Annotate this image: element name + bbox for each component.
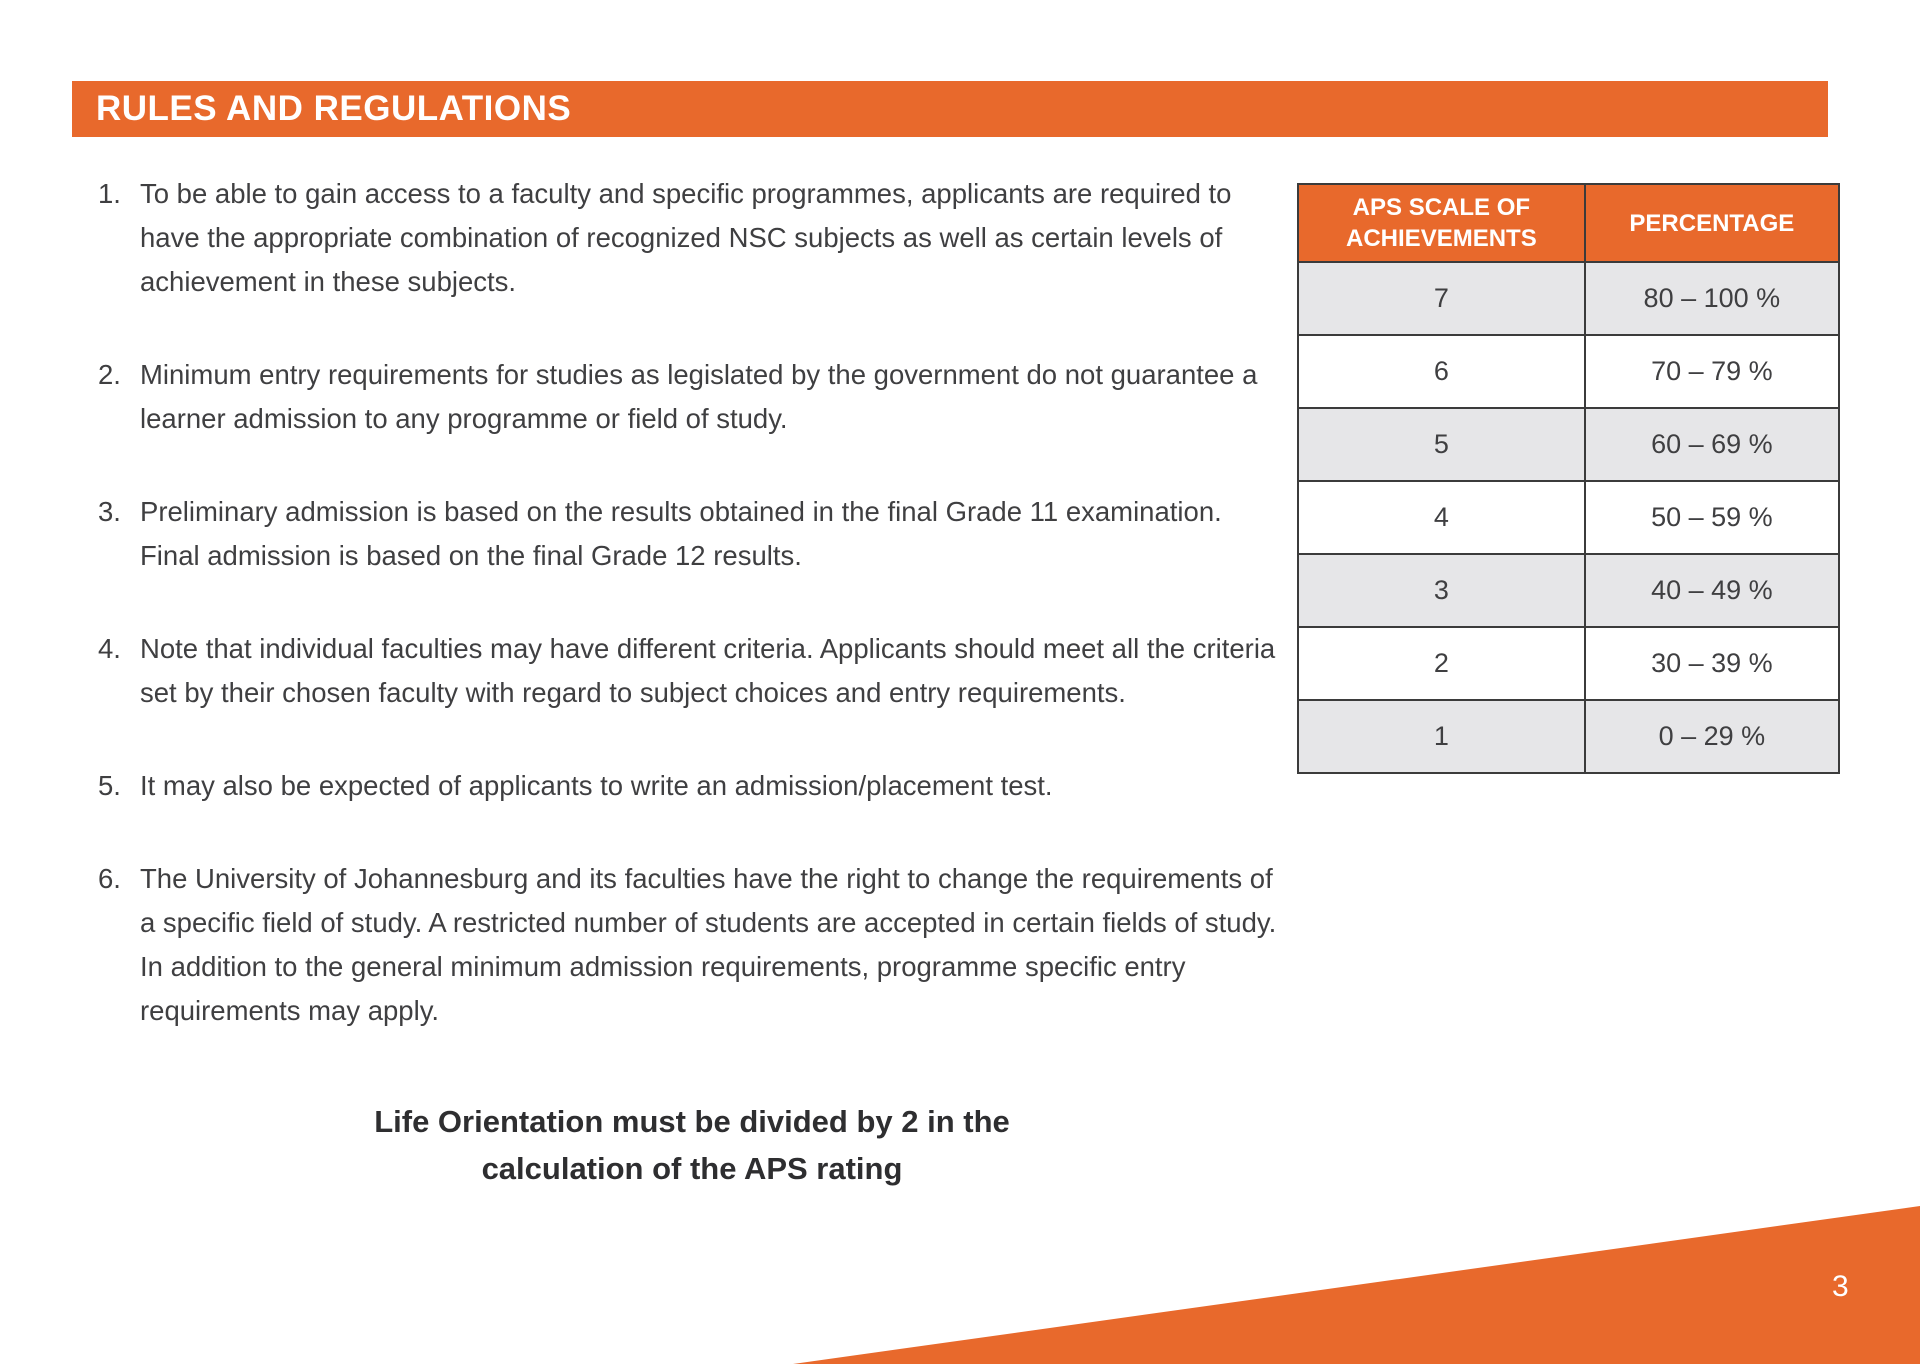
column-header-percentage: PERCENTAGE bbox=[1585, 184, 1839, 262]
table-row bbox=[1298, 262, 1839, 335]
percentage-value: 30 – 39 % bbox=[1585, 627, 1839, 700]
list-item-text: Minimum entry requirements for studies as legislated by the government do not guarantee a learner admission to any programme or field of study. bbox=[140, 359, 1258, 434]
list-item bbox=[98, 353, 1288, 441]
list-item-text: To be able to gain access to a faculty and specific programmes, applicants are required to have the appropriate combination of recognized NSC subjects as well as certain levels of achievement in these subjects. bbox=[140, 178, 1232, 297]
percentage-value: 60 – 69 % bbox=[1585, 408, 1839, 481]
aps-scale-value: 7 bbox=[1298, 262, 1585, 335]
list-item-number: 5. bbox=[98, 770, 121, 801]
list-item-number: 1. bbox=[98, 178, 121, 209]
percentage-value: 70 – 79 % bbox=[1585, 335, 1839, 408]
list-item-number: 2. bbox=[98, 359, 121, 390]
list-item-text: Preliminary admission is based on the results obtained in the final Grade 11 examination. Final admission is based on the final Grade 12 results. bbox=[140, 496, 1222, 571]
table-row bbox=[1298, 700, 1839, 773]
percentage-value: 80 – 100 % bbox=[1585, 262, 1839, 335]
page-number: 3 bbox=[1832, 1270, 1849, 1303]
page-title: RULES AND REGULATIONS bbox=[96, 89, 572, 128]
table-header-row bbox=[1298, 184, 1839, 262]
column-header-aps-scale: APS SCALE OF ACHIEVEMENTS bbox=[1298, 184, 1585, 262]
list-item bbox=[98, 172, 1288, 304]
list-item bbox=[98, 764, 1288, 808]
note-line-2: calculation of the APS rating bbox=[481, 1151, 903, 1186]
list-item bbox=[98, 627, 1288, 715]
aps-scale-value: 2 bbox=[1298, 627, 1585, 700]
percentage-value: 0 – 29 % bbox=[1585, 700, 1839, 773]
aps-scale-value: 4 bbox=[1298, 481, 1585, 554]
note-line-1: Life Orientation must be divided by 2 in the bbox=[374, 1104, 1010, 1139]
aps-scale-table bbox=[1297, 183, 1840, 774]
table-row bbox=[1298, 481, 1839, 554]
table-row bbox=[1298, 408, 1839, 481]
table-row bbox=[1298, 335, 1839, 408]
list-item-number: 3. bbox=[98, 496, 121, 527]
aps-scale-value: 5 bbox=[1298, 408, 1585, 481]
list-item bbox=[98, 857, 1288, 1033]
aps-scale-value: 6 bbox=[1298, 335, 1585, 408]
percentage-value: 40 – 49 % bbox=[1585, 554, 1839, 627]
aps-scale-value: 3 bbox=[1298, 554, 1585, 627]
table-row bbox=[1298, 627, 1839, 700]
corner-triangle-decoration bbox=[793, 1206, 1920, 1364]
list-item-number: 4. bbox=[98, 633, 121, 664]
rules-list bbox=[98, 172, 1288, 1082]
list-item-text: The University of Johannesburg and its faculties have the right to change the requirements of a specific field of study. A restricted number of students are accepted in certain fields of study. In addition to the general minimum admission requirements, programme specific entry requirements may apply. bbox=[140, 863, 1277, 1026]
life-orientation-note bbox=[300, 1098, 1084, 1192]
list-item-number: 6. bbox=[98, 863, 121, 894]
section-header-bar bbox=[72, 81, 1828, 137]
aps-scale-value: 1 bbox=[1298, 700, 1585, 773]
list-item-text: Note that individual faculties may have different criteria. Applicants should meet all the criteria set by their chosen faculty with regard to subject choices and entry requirements. bbox=[140, 633, 1276, 708]
table-row bbox=[1298, 554, 1839, 627]
list-item bbox=[98, 490, 1288, 578]
list-item-text: It may also be expected of applicants to write an admission/placement test. bbox=[140, 770, 1053, 801]
percentage-value: 50 – 59 % bbox=[1585, 481, 1839, 554]
